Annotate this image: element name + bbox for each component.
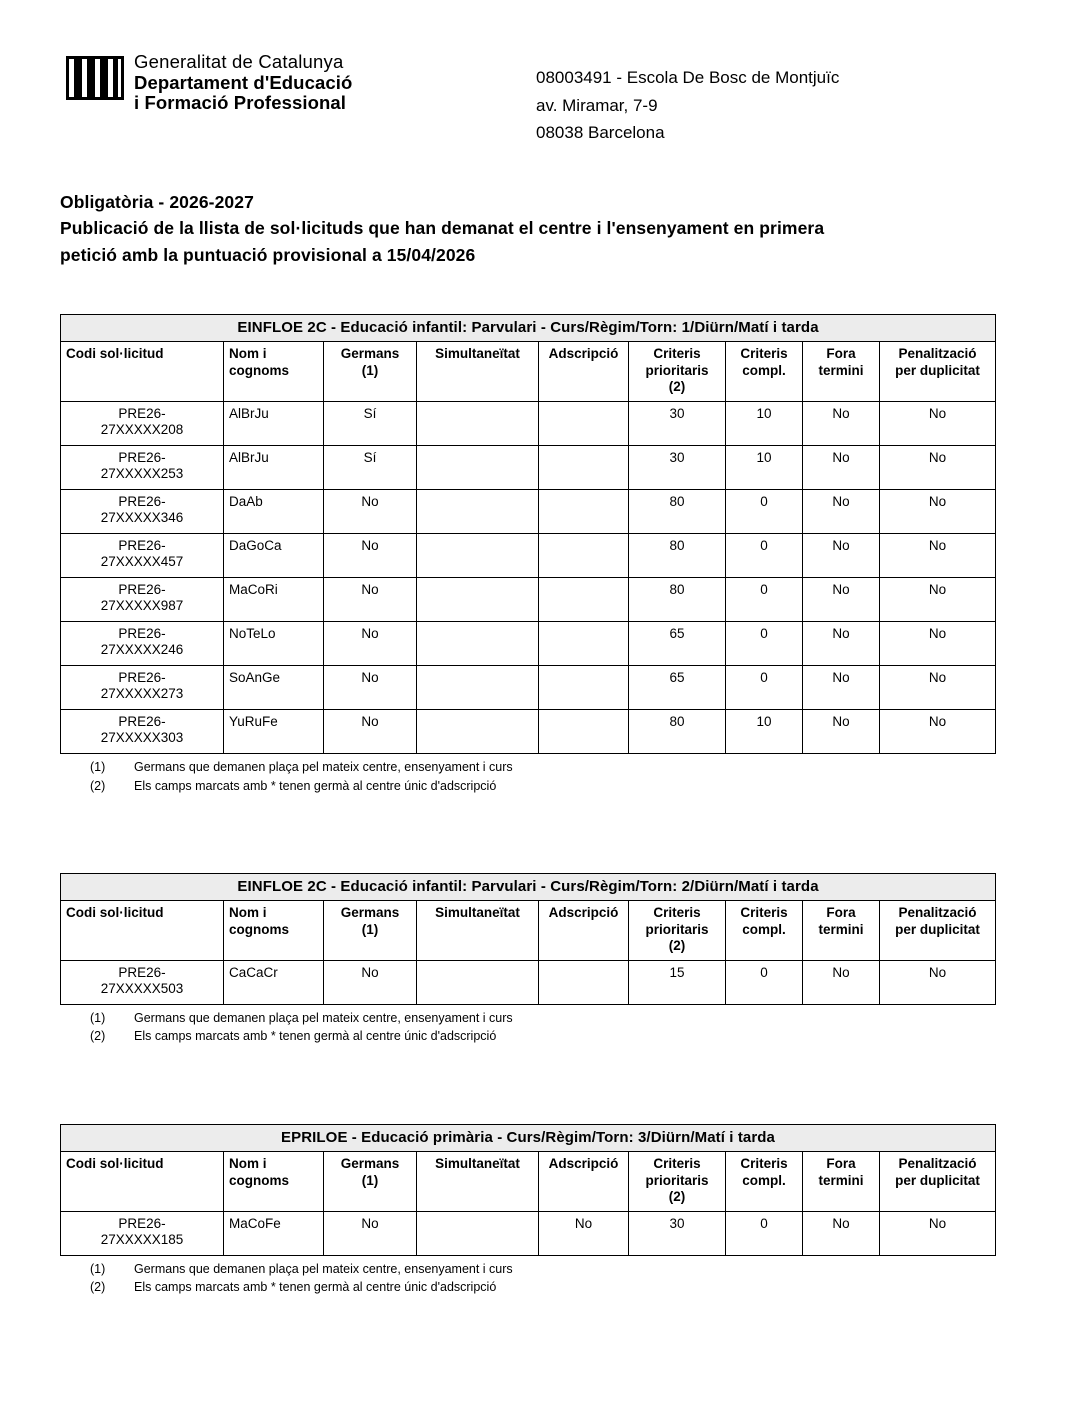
col-header-outoftime xyxy=(803,1152,880,1211)
section-table-1 xyxy=(60,314,1028,795)
cell-code-l1: PRE26- xyxy=(118,581,166,597)
cell-code-l1: PRE26- xyxy=(118,537,166,553)
table-footnotes xyxy=(60,758,1028,796)
section-spacer xyxy=(60,1046,1028,1124)
footnote-1-text: Germans que demanen plaça pel mateix centre, ensenyament i curs xyxy=(134,759,513,774)
col-header-simultaneity: Simultaneïtat xyxy=(417,342,539,401)
school-name: 08003491 - Escola De Bosc de Montjuïc xyxy=(536,68,840,87)
table-header-row xyxy=(61,901,996,960)
col-header-penalty-l2: per duplicitat xyxy=(895,921,980,937)
title-line-2: Publicació de la llista de sol·licituds que han demanat el centre i l'ensenyament en primera xyxy=(60,218,825,239)
col-header-penalty xyxy=(880,1152,996,1211)
footnote-2-number: (2) xyxy=(90,1280,106,1295)
cell-priority: 80 xyxy=(629,577,726,621)
cell-complementary: 0 xyxy=(726,960,803,1004)
section-spacer xyxy=(60,795,1028,873)
col-header-siblings-l2: (1) xyxy=(361,1172,379,1188)
table-row xyxy=(61,665,996,709)
cell-siblings: No xyxy=(324,709,417,753)
col-header-complementary-l2: compl. xyxy=(742,921,786,937)
col-header-siblings-l1: Germans xyxy=(340,1156,400,1172)
cell-ascription: No xyxy=(539,1211,629,1255)
cell-outoftime: No xyxy=(803,577,880,621)
footnote-1-text: Germans que demanen plaça pel mateix centre, ensenyament i curs xyxy=(134,1010,513,1025)
col-header-penalty-l1: Penalització xyxy=(898,905,977,921)
table-header-row xyxy=(61,342,996,401)
cell-complementary: 0 xyxy=(726,489,803,533)
table-footnotes xyxy=(60,1009,1028,1047)
footnote-1-number: (1) xyxy=(90,759,106,774)
cell-code-l2: 27XXXXX208 xyxy=(100,421,184,437)
cell-penalty: No xyxy=(880,577,996,621)
col-header-name-l2: cognoms xyxy=(229,1172,290,1188)
footnote-2-text: Els camps marcats amb * tenen germà al centre únic d'adscripció xyxy=(134,1029,497,1044)
col-header-siblings-l2: (1) xyxy=(361,362,379,378)
section-heading-text: EINFLOE 2C - Educació infantil: Parvulari - Curs/Règim/Torn: 2/Diürn/Matí i tarda xyxy=(61,874,996,901)
cell-code-l2: 27XXXXX253 xyxy=(100,465,184,481)
cell-code xyxy=(61,533,224,577)
cell-code-l2: 27XXXXX987 xyxy=(100,597,184,613)
logo-line-formacio: i Formació Professional xyxy=(134,92,347,114)
cell-simultaneity xyxy=(417,709,539,753)
cell-name: AlBrJu xyxy=(224,445,324,489)
col-header-outoftime-l2: termini xyxy=(818,921,864,937)
col-header-name-l1: Nom i xyxy=(229,346,267,362)
logo-line-generalitat: Generalitat de Catalunya xyxy=(134,51,344,72)
applications-table xyxy=(60,1124,996,1255)
col-header-complementary-l1: Criteris xyxy=(740,346,788,362)
col-header-siblings-l1: Germans xyxy=(340,346,400,362)
cell-simultaneity xyxy=(417,1211,539,1255)
table-header-row xyxy=(61,1152,996,1211)
table-section-heading xyxy=(61,874,996,901)
cell-penalty: No xyxy=(880,401,996,445)
cell-ascription xyxy=(539,665,629,709)
cell-code xyxy=(61,665,224,709)
cell-code-l2: 27XXXXX346 xyxy=(100,509,184,525)
cell-code xyxy=(61,960,224,1004)
cell-priority: 15 xyxy=(629,960,726,1004)
cell-name: NoTeLo xyxy=(224,621,324,665)
col-header-code: Codi sol·licitud xyxy=(61,1152,224,1211)
cell-code xyxy=(61,1211,224,1255)
col-header-name xyxy=(224,342,324,401)
cell-simultaneity xyxy=(417,577,539,621)
cell-ascription xyxy=(539,489,629,533)
table-row xyxy=(61,621,996,665)
col-header-complementary xyxy=(726,901,803,960)
footnote-2-number: (2) xyxy=(90,1029,106,1044)
document-header xyxy=(60,52,1028,147)
page-title xyxy=(60,189,1028,269)
cell-code-l2: 27XXXXX273 xyxy=(100,685,184,701)
col-header-penalty-l2: per duplicitat xyxy=(895,362,980,378)
col-header-siblings-l1: Germans xyxy=(340,905,400,921)
cell-siblings: No xyxy=(324,960,417,1004)
footnote-2-text: Els camps marcats amb * tenen germà al centre únic d'adscripció xyxy=(134,778,497,793)
footnote-2-text: Els camps marcats amb * tenen germà al centre únic d'adscripció xyxy=(134,1280,497,1295)
col-header-siblings xyxy=(324,901,417,960)
cell-outoftime: No xyxy=(803,709,880,753)
cell-ascription xyxy=(539,577,629,621)
col-header-outoftime xyxy=(803,901,880,960)
col-header-priority-l3: (2) xyxy=(668,379,686,395)
cell-complementary: 0 xyxy=(726,533,803,577)
col-header-name-l1: Nom i xyxy=(229,1156,267,1172)
cell-penalty: No xyxy=(880,489,996,533)
cell-simultaneity xyxy=(417,621,539,665)
footnote-2-number: (2) xyxy=(90,778,106,793)
cell-code-l2: 27XXXXX246 xyxy=(100,641,184,657)
section-heading-text: EINFLOE 2C - Educació infantil: Parvulari - Curs/Règim/Torn: 1/Diürn/Matí i tarda xyxy=(61,315,996,342)
cell-penalty: No xyxy=(880,665,996,709)
table-row xyxy=(61,709,996,753)
cell-penalty: No xyxy=(880,621,996,665)
col-header-priority-l1: Criteris xyxy=(653,1156,701,1172)
col-header-priority-l3: (2) xyxy=(668,1189,686,1205)
cell-code-l1: PRE26- xyxy=(118,1215,166,1231)
generalitat-logo-icon xyxy=(66,56,124,100)
cell-siblings: No xyxy=(324,665,417,709)
cell-siblings: Sí xyxy=(324,445,417,489)
cell-complementary: 0 xyxy=(726,1211,803,1255)
table-row xyxy=(61,960,996,1004)
col-header-outoftime-l2: termini xyxy=(818,362,864,378)
cell-priority: 80 xyxy=(629,709,726,753)
cell-simultaneity xyxy=(417,960,539,1004)
cell-priority: 65 xyxy=(629,665,726,709)
table-row xyxy=(61,577,996,621)
col-header-priority xyxy=(629,1152,726,1211)
table-row xyxy=(61,533,996,577)
cell-priority: 30 xyxy=(629,401,726,445)
col-header-name-l1: Nom i xyxy=(229,905,267,921)
cell-name: YuRuFe xyxy=(224,709,324,753)
cell-name: AlBrJu xyxy=(224,401,324,445)
cell-name: CaCaCr xyxy=(224,960,324,1004)
cell-name: MaCoRi xyxy=(224,577,324,621)
cell-code xyxy=(61,401,224,445)
cell-name: DaAb xyxy=(224,489,324,533)
generalitat-logo-block xyxy=(60,52,536,114)
col-header-outoftime-l1: Fora xyxy=(826,905,856,921)
col-header-outoftime-l2: termini xyxy=(818,1172,864,1188)
col-header-simultaneity: Simultaneïtat xyxy=(417,901,539,960)
cell-ascription xyxy=(539,533,629,577)
cell-penalty: No xyxy=(880,1211,996,1255)
cell-name: DaGoCa xyxy=(224,533,324,577)
cell-code-l1: PRE26- xyxy=(118,625,166,641)
footnote-1-number: (1) xyxy=(90,1010,106,1025)
cell-priority: 30 xyxy=(629,1211,726,1255)
col-header-penalty xyxy=(880,342,996,401)
cell-code-l1: PRE26- xyxy=(118,669,166,685)
cell-ascription xyxy=(539,621,629,665)
col-header-priority-l1: Criteris xyxy=(653,905,701,921)
col-header-siblings xyxy=(324,1152,417,1211)
col-header-penalty xyxy=(880,901,996,960)
col-header-name xyxy=(224,1152,324,1211)
table-section-heading xyxy=(61,315,996,342)
cell-code-l2: 27XXXXX503 xyxy=(100,980,184,996)
col-header-complementary-l2: compl. xyxy=(742,362,786,378)
col-header-ascription: Adscripció xyxy=(539,901,629,960)
cell-outoftime: No xyxy=(803,665,880,709)
table-row xyxy=(61,401,996,445)
col-header-ascription: Adscripció xyxy=(539,342,629,401)
col-header-name xyxy=(224,901,324,960)
col-header-priority-l1: Criteris xyxy=(653,346,701,362)
cell-code-l1: PRE26- xyxy=(118,449,166,465)
cell-ascription xyxy=(539,401,629,445)
cell-priority: 80 xyxy=(629,533,726,577)
cell-code-l2: 27XXXXX457 xyxy=(100,553,184,569)
logo-line-departament: Departament d'Educació xyxy=(134,71,353,93)
cell-code xyxy=(61,709,224,753)
cell-code-l2: 27XXXXX185 xyxy=(100,1231,184,1247)
col-header-complementary xyxy=(726,342,803,401)
school-address: av. Miramar, 7-9 xyxy=(536,95,658,115)
col-header-name-l2: cognoms xyxy=(229,362,290,378)
cell-code xyxy=(61,489,224,533)
col-header-priority-l2: prioritaris xyxy=(645,921,709,937)
cell-outoftime: No xyxy=(803,960,880,1004)
table-row xyxy=(61,489,996,533)
section-table-3 xyxy=(60,1124,1028,1297)
cell-simultaneity xyxy=(417,445,539,489)
cell-code xyxy=(61,577,224,621)
cell-code-l1: PRE26- xyxy=(118,493,166,509)
col-header-complementary-l1: Criteris xyxy=(740,1156,788,1172)
cell-code-l1: PRE26- xyxy=(118,405,166,421)
col-header-priority-l2: prioritaris xyxy=(645,1172,709,1188)
logo-text xyxy=(134,52,352,114)
footnote-1 xyxy=(90,1260,1028,1279)
col-header-priority-l3: (2) xyxy=(668,938,686,954)
title-line-3: petició amb la puntuació provisional a 15/04/2026 xyxy=(60,244,476,265)
table-section-heading xyxy=(61,1125,996,1152)
applications-table xyxy=(60,314,996,753)
cell-ascription xyxy=(539,960,629,1004)
cell-simultaneity xyxy=(417,665,539,709)
col-header-code: Codi sol·licitud xyxy=(61,342,224,401)
footnote-1 xyxy=(90,1009,1028,1028)
table-row xyxy=(61,445,996,489)
section-heading-text: EPRILOE - Educació primària - Curs/Règim/Torn: 3/Diürn/Matí i tarda xyxy=(61,1125,996,1152)
cell-outoftime: No xyxy=(803,401,880,445)
col-header-penalty-l2: per duplicitat xyxy=(895,1172,980,1188)
cell-siblings: No xyxy=(324,1211,417,1255)
cell-outoftime: No xyxy=(803,489,880,533)
cell-complementary: 0 xyxy=(726,621,803,665)
cell-simultaneity xyxy=(417,489,539,533)
cell-name: SoAnGe xyxy=(224,665,324,709)
school-info xyxy=(536,52,839,147)
footnote-2 xyxy=(90,1027,1028,1046)
cell-complementary: 10 xyxy=(726,401,803,445)
col-header-complementary-l1: Criteris xyxy=(740,905,788,921)
cell-outoftime: No xyxy=(803,1211,880,1255)
cell-complementary: 10 xyxy=(726,709,803,753)
section-table-2 xyxy=(60,873,1028,1046)
col-header-complementary xyxy=(726,1152,803,1211)
cell-siblings: No xyxy=(324,533,417,577)
footnote-2 xyxy=(90,1278,1028,1297)
cell-penalty: No xyxy=(880,960,996,1004)
cell-siblings: No xyxy=(324,577,417,621)
cell-code-l1: PRE26- xyxy=(118,713,166,729)
cell-outoftime: No xyxy=(803,621,880,665)
cell-siblings: No xyxy=(324,621,417,665)
cell-siblings: Sí xyxy=(324,401,417,445)
cell-priority: 80 xyxy=(629,489,726,533)
cell-code xyxy=(61,445,224,489)
col-header-penalty-l1: Penalització xyxy=(898,346,977,362)
col-header-simultaneity: Simultaneïtat xyxy=(417,1152,539,1211)
col-header-complementary-l2: compl. xyxy=(742,1172,786,1188)
cell-code-l1: PRE26- xyxy=(118,964,166,980)
cell-name: MaCoFe xyxy=(224,1211,324,1255)
cell-penalty: No xyxy=(880,445,996,489)
footnote-1 xyxy=(90,758,1028,777)
table-footnotes xyxy=(60,1260,1028,1298)
col-header-ascription: Adscripció xyxy=(539,1152,629,1211)
cell-priority: 30 xyxy=(629,445,726,489)
col-header-outoftime xyxy=(803,342,880,401)
cell-ascription xyxy=(539,445,629,489)
applications-table xyxy=(60,873,996,1004)
table-row xyxy=(61,1211,996,1255)
col-header-priority xyxy=(629,901,726,960)
footnote-2 xyxy=(90,777,1028,796)
cell-penalty: No xyxy=(880,709,996,753)
col-header-code: Codi sol·licitud xyxy=(61,901,224,960)
cell-outoftime: No xyxy=(803,445,880,489)
cell-complementary: 0 xyxy=(726,665,803,709)
cell-simultaneity xyxy=(417,533,539,577)
cell-code-l2: 27XXXXX303 xyxy=(100,729,184,745)
cell-simultaneity xyxy=(417,401,539,445)
cell-complementary: 0 xyxy=(726,577,803,621)
cell-priority: 65 xyxy=(629,621,726,665)
footnote-1-text: Germans que demanen plaça pel mateix centre, ensenyament i curs xyxy=(134,1261,513,1276)
col-header-priority-l2: prioritaris xyxy=(645,362,709,378)
col-header-outoftime-l1: Fora xyxy=(826,1156,856,1172)
col-header-priority xyxy=(629,342,726,401)
cell-ascription xyxy=(539,709,629,753)
cell-outoftime: No xyxy=(803,533,880,577)
col-header-penalty-l1: Penalització xyxy=(898,1156,977,1172)
school-city: 08038 Barcelona xyxy=(536,123,665,143)
cell-penalty: No xyxy=(880,533,996,577)
col-header-outoftime-l1: Fora xyxy=(826,346,856,362)
col-header-name-l2: cognoms xyxy=(229,921,290,937)
col-header-siblings xyxy=(324,342,417,401)
title-line-1: Obligatòria - 2026-2027 xyxy=(60,191,254,212)
cell-code xyxy=(61,621,224,665)
cell-siblings: No xyxy=(324,489,417,533)
col-header-siblings-l2: (1) xyxy=(361,921,379,937)
footnote-1-number: (1) xyxy=(90,1261,106,1276)
cell-complementary: 10 xyxy=(726,445,803,489)
